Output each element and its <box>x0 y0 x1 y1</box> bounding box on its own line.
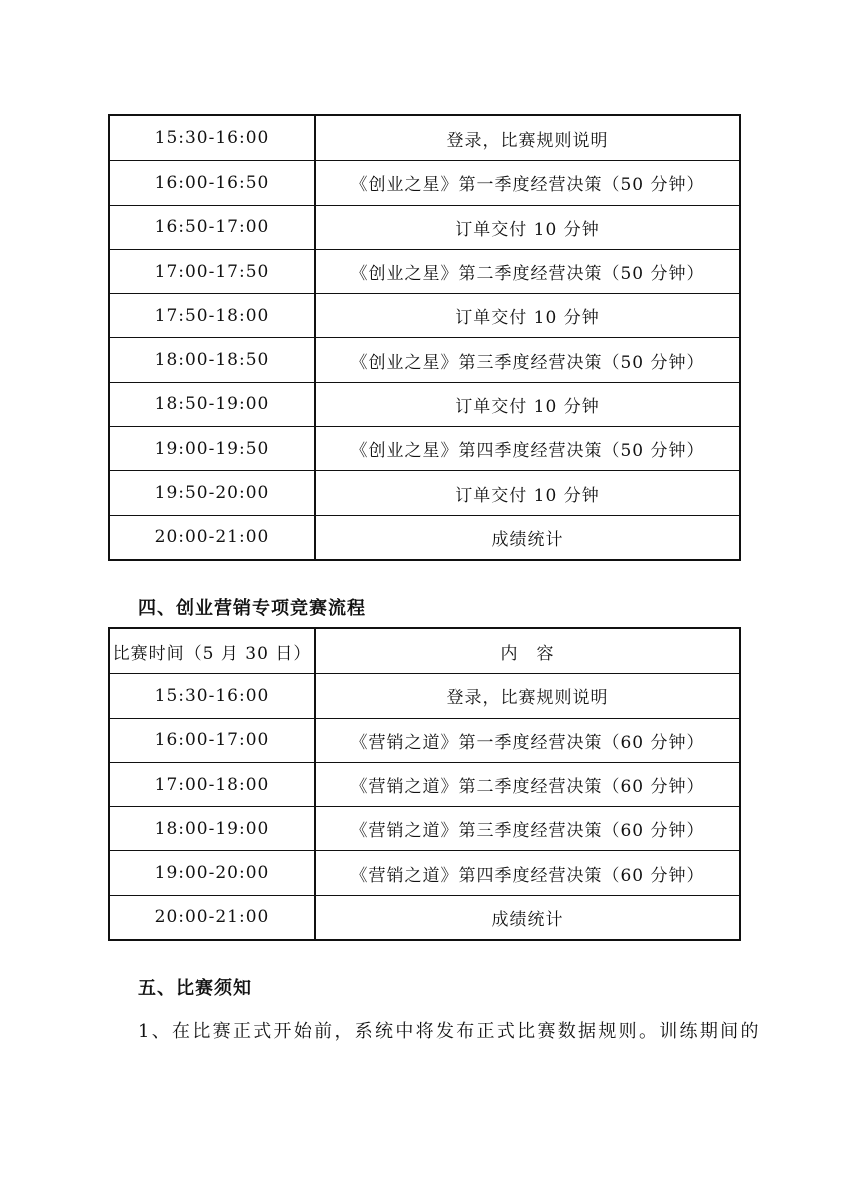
table-row <box>110 895 739 939</box>
content-cell: 成绩统计 <box>491 529 564 550</box>
header-cell-content: 内 容 <box>500 643 555 664</box>
time-cell: 16:00-16:50 <box>110 161 316 204</box>
content-cell: 《创业之星》第三季度经营决策（50 分钟） <box>350 352 705 373</box>
table-row <box>110 426 739 470</box>
table-row <box>110 160 739 204</box>
header-cell-time: 比赛时间（5 月 30 日） <box>110 629 316 673</box>
time-cell: 17:00-17:50 <box>110 250 316 293</box>
content-cell: 订单交付 10 分钟 <box>455 485 600 506</box>
table-row <box>110 116 739 160</box>
content-cell: 《营销之道》第一季度经营决策（60 分钟） <box>350 732 705 753</box>
content-cell: 《营销之道》第二季度经营决策（60 分钟） <box>350 777 705 798</box>
content-cell: 登录，比赛规则说明 <box>446 130 609 151</box>
time-cell: 19:50-20:00 <box>110 471 316 514</box>
section-heading-marketing: 四、创业营销专项竞赛流程 <box>138 598 366 619</box>
content-cell: 订单交付 10 分钟 <box>455 219 600 240</box>
content-cell: 订单交付 10 分钟 <box>455 308 600 329</box>
content-cell: 订单交付 10 分钟 <box>455 396 600 417</box>
table-row <box>110 850 739 894</box>
time-cell: 19:00-19:50 <box>110 427 316 470</box>
notice-paragraph: 1、在比赛正式开始前，系统中将发布正式比赛数据规则。训练期间的 <box>138 1021 761 1042</box>
schedule-table-startup <box>108 114 741 561</box>
time-cell: 20:00-21:00 <box>110 516 316 559</box>
time-cell: 18:00-19:00 <box>110 807 316 850</box>
section-heading-notice: 五、比赛须知 <box>138 978 252 999</box>
table-row <box>110 249 739 293</box>
time-cell: 15:30-16:00 <box>110 116 316 160</box>
table-row <box>110 762 739 806</box>
table-row <box>110 382 739 426</box>
content-cell: 《营销之道》第三季度经营决策（60 分钟） <box>350 821 705 842</box>
time-cell: 19:00-20:00 <box>110 851 316 894</box>
content-cell: 登录，比赛规则说明 <box>446 688 609 709</box>
schedule-table-marketing <box>108 627 741 941</box>
time-cell: 17:50-18:00 <box>110 294 316 337</box>
table-row <box>110 337 739 381</box>
table-row <box>110 806 739 850</box>
time-cell: 18:50-19:00 <box>110 383 316 426</box>
content-cell: 《创业之星》第四季度经营决策（50 分钟） <box>350 441 705 462</box>
table-row <box>110 673 739 717</box>
time-cell: 18:00-18:50 <box>110 338 316 381</box>
time-cell: 15:30-16:00 <box>110 674 316 717</box>
time-cell: 20:00-21:00 <box>110 896 316 939</box>
content-cell: 《创业之星》第一季度经营决策（50 分钟） <box>350 175 705 196</box>
table-row <box>110 718 739 762</box>
table-row <box>110 205 739 249</box>
content-cell: 《营销之道》第四季度经营决策（60 分钟） <box>350 865 705 886</box>
table-row <box>110 293 739 337</box>
content-cell: 成绩统计 <box>491 909 564 930</box>
time-cell: 16:00-17:00 <box>110 719 316 762</box>
table-header-row <box>110 629 739 673</box>
content-cell: 《创业之星》第二季度经营决策（50 分钟） <box>350 264 705 285</box>
time-cell: 16:50-17:00 <box>110 206 316 249</box>
table-row <box>110 515 739 559</box>
table-row <box>110 470 739 514</box>
time-cell: 17:00-18:00 <box>110 763 316 806</box>
